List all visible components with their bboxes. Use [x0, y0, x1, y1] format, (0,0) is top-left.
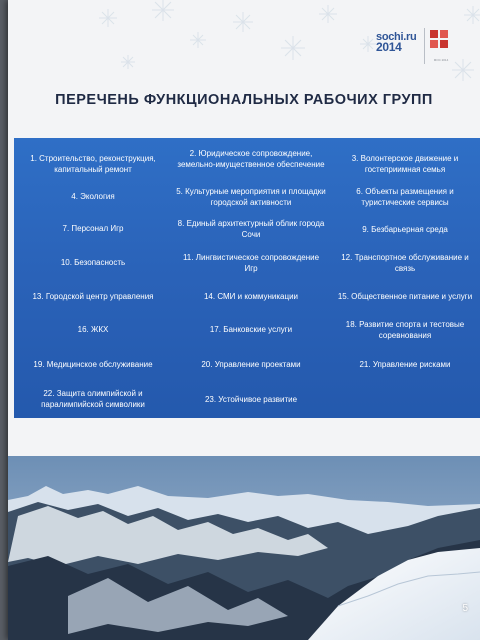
organizing-committee-emblem-icon — [430, 30, 448, 52]
working-group-item: 10. Безопасность — [60, 258, 126, 267]
working-group-item: 17. Банковские услуги — [209, 325, 293, 334]
working-group-item: 1. Строительство, реконструкция, капитальный ремонт — [30, 154, 156, 174]
sochi-2014-logo — [376, 32, 420, 52]
working-group-item: 8. Единый архитектурный облик города Сочи — [177, 219, 325, 239]
working-group-item: 18. Развитие спорта и тестовые соревнования — [345, 320, 465, 340]
document-page — [8, 0, 480, 640]
page-title: ПЕРЕЧЕНЬ ФУНКЦИОНАЛЬНЫХ РАБОЧИХ ГРУПП — [55, 92, 433, 108]
working-groups-panel — [14, 138, 480, 418]
mountain-panorama-image — [8, 456, 480, 640]
working-group-item: 14. СМИ и коммуникации — [203, 292, 299, 301]
working-group-item: 9. Безбарьерная среда — [362, 225, 448, 234]
working-group-item: 12. Транспортное обслуживание и связь — [341, 253, 469, 273]
working-group-item: 15. Общественное питание и услуги — [337, 292, 473, 301]
logo-text-line2: 2014 — [376, 40, 402, 54]
working-group-item: 22. Защита олимпийской и паралимпийской символики — [41, 389, 145, 409]
emblem-caption: MOC 2014 — [433, 58, 449, 62]
working-group-item: 13. Городской центр управления — [32, 292, 154, 301]
working-group-item: 6. Объекты размещения и туристические сервисы — [356, 187, 454, 207]
working-group-item: 4. Экология — [71, 192, 115, 201]
working-group-item: 16. ЖКХ — [77, 325, 109, 334]
working-group-item: 7. Персонал Игр — [62, 224, 124, 233]
working-group-item: 19. Медицинское обслуживание — [33, 360, 153, 369]
sochi-2014-logo-block — [368, 22, 454, 72]
logo-text-line1: sochi.ru — [376, 31, 417, 43]
logo-divider — [424, 28, 425, 64]
working-group-item: 11. Лингвистическое сопровождение Игр — [182, 253, 320, 273]
working-group-item: 5. Культурные мероприятия и площадки городской активности — [176, 187, 326, 207]
working-group-item: 3. Волонтерское движение и гостеприимная семья — [351, 154, 459, 174]
working-group-item: 20. Управление проектами — [201, 360, 301, 369]
working-group-item: 23. Устойчивое развитие — [204, 395, 298, 404]
working-group-item: 21. Управление рисками — [359, 360, 451, 369]
working-group-item: 2. Юридическое сопровождение, земельно-имущественное обеспечение — [177, 149, 325, 169]
page-number: 5 — [462, 603, 468, 614]
